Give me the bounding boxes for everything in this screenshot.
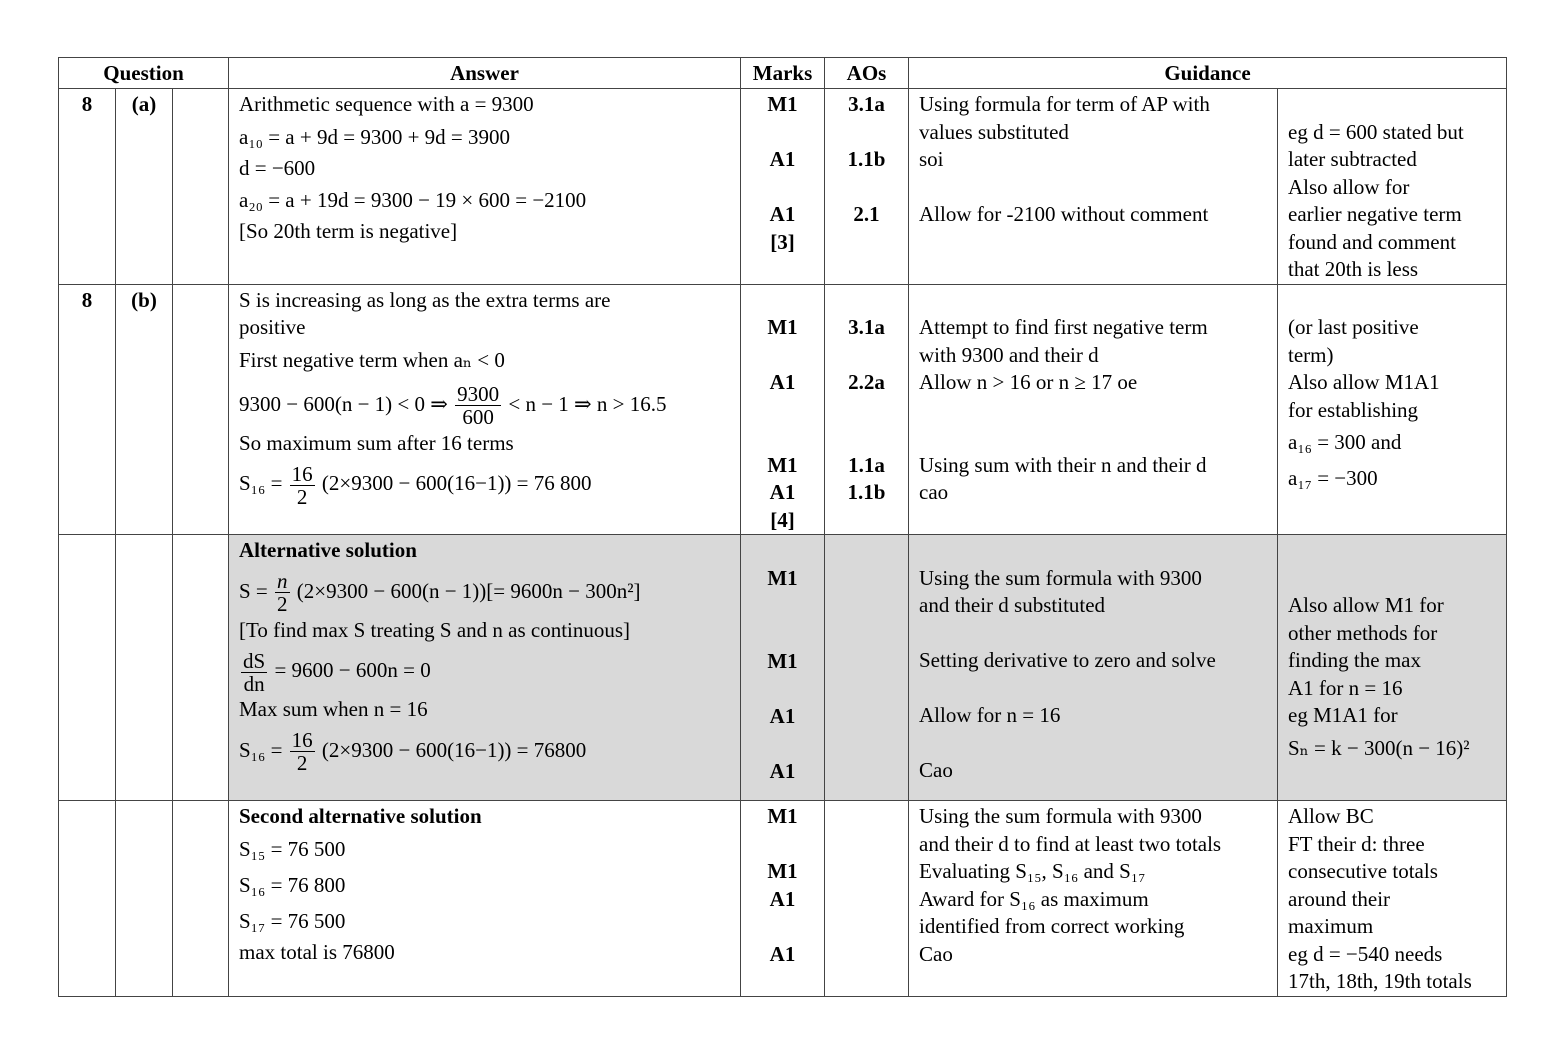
guidance-line: eg d = −540 needs <box>1288 941 1443 966</box>
fraction-numerator: 16 <box>291 728 313 753</box>
guidance-line: identified from correct working <box>919 914 1185 938</box>
fraction-numerator: dS <box>243 648 266 673</box>
answer-line: Arithmetic sequence with a = 9300 <box>239 92 534 116</box>
guidance-line: that 20th is less <box>1288 257 1419 281</box>
question-subpart <box>173 801 229 997</box>
fraction-numerator: n <box>277 569 288 594</box>
mark: M1 <box>767 315 798 339</box>
guidance-cell <box>909 89 1278 285</box>
marks-cell <box>741 535 825 801</box>
question-part-empty <box>116 535 173 801</box>
guidance-line: FT their d: three <box>1288 831 1425 856</box>
header-answer: Answer <box>229 58 741 89</box>
guidance-line: Setting derivative to zero and solve <box>919 648 1216 672</box>
mark: A1 <box>769 480 796 504</box>
alternative-heading: Second alternative solution <box>239 804 482 828</box>
mark-total: [4] <box>770 507 795 532</box>
mark: A1 <box>769 758 796 783</box>
question-number: 8 <box>59 89 116 285</box>
guidance-line: Cao <box>919 941 953 966</box>
sum-lhs: S₁₆ = <box>239 471 283 495</box>
answer-line: a₁₀ = a + 9d = 9300 + 9d = 3900 <box>239 124 511 149</box>
answer-cell <box>229 535 741 801</box>
mark: A1 <box>769 886 796 911</box>
guidance-line: Evaluating S₁₅, S₁₆ and S₁₇ <box>919 859 1146 883</box>
answer-line: a₂₀ = a + 19d = 9300 − 19 × 600 = −2100 <box>239 188 587 212</box>
guidance-line: consecutive totals <box>1288 859 1438 883</box>
aos-cell <box>825 89 909 285</box>
guidance-line: eg M1A1 for <box>1288 703 1398 727</box>
answer-line <box>239 378 730 430</box>
guidance-line: Using formula for term of AP with <box>919 92 1210 116</box>
fraction-denominator: 2 <box>277 592 288 617</box>
guidance-extra-cell <box>1278 801 1507 997</box>
guidance-line: Allow BC <box>1288 804 1374 828</box>
question-number-empty <box>59 535 116 801</box>
answer-line: d = −600 <box>239 155 316 180</box>
guidance-line: A1 for n = 16 <box>1288 675 1403 700</box>
question-part: (b) <box>116 284 173 535</box>
guidance-line: with 9300 and their d <box>919 342 1099 367</box>
guidance-line: values substituted <box>919 119 1069 144</box>
mark: A1 <box>769 202 796 226</box>
guidance-line: earlier negative term <box>1288 202 1462 226</box>
mark: A1 <box>769 941 796 966</box>
fraction <box>275 570 290 615</box>
mark: M1 <box>767 648 798 673</box>
question-number: 8 <box>59 284 116 535</box>
mark-scheme-sheet <box>58 57 1506 997</box>
row-second-alternative <box>59 801 1507 997</box>
ao: 2.1 <box>853 202 880 226</box>
header-guidance: Guidance <box>909 58 1507 89</box>
question-subpart <box>173 284 229 535</box>
guidance-extra-cell <box>1278 89 1507 285</box>
fraction-numerator: 16 <box>291 461 313 486</box>
marks-cell <box>741 89 825 285</box>
row-alternative-solution <box>59 535 1507 801</box>
question-part-empty <box>116 801 173 997</box>
fraction-denominator: 2 <box>296 751 308 776</box>
mark: A1 <box>769 703 796 728</box>
answer-line: max total is 76800 <box>239 939 395 964</box>
answer-line: So maximum sum after 16 terms <box>239 430 514 455</box>
guidance-line: Also allow for <box>1288 174 1410 199</box>
mark: M1 <box>767 92 798 116</box>
header-question: Question <box>59 58 229 89</box>
fraction-denominator: dn <box>243 671 265 696</box>
guidance-line: Allow for n = 16 <box>919 703 1061 727</box>
answer-line: S is increasing as long as the extra terms are <box>239 287 611 312</box>
derivative-rhs: = 9600 − 600n = 0 <box>274 658 431 682</box>
guidance-line: and their d to find at least two totals <box>919 831 1222 856</box>
mark-scheme-table <box>58 57 1507 997</box>
header-row <box>59 58 1507 89</box>
aos-cell <box>825 535 909 801</box>
fraction <box>455 383 501 428</box>
ao: 2.2a <box>848 370 885 394</box>
answer-line <box>239 457 730 509</box>
guidance-line: Using the sum formula with 9300 <box>919 565 1202 590</box>
answer-line: S₁₅ = 76 500 <box>239 836 346 861</box>
guidance-line: found and comment <box>1288 229 1456 254</box>
mark: A1 <box>769 370 796 394</box>
guidance-line: Also allow M1 for <box>1288 593 1444 617</box>
answer-line <box>239 565 730 617</box>
sum-lhs: S₁₆ = <box>239 737 283 762</box>
row-8b <box>59 284 1507 535</box>
answer-line <box>239 644 730 696</box>
question-part: (a) <box>116 89 173 285</box>
answer-line: positive <box>239 315 306 339</box>
header-marks: Marks <box>741 58 825 89</box>
guidance-line: maximum <box>1288 914 1374 938</box>
guidance-line: Using sum with their n and their d <box>919 452 1207 477</box>
alternative-heading: Alternative solution <box>239 538 417 562</box>
ao: 3.1a <box>848 92 885 116</box>
guidance-extra-cell <box>1278 284 1507 535</box>
answer-cell <box>229 801 741 997</box>
fraction-denominator: 2 <box>296 484 308 509</box>
ao: 1.1b <box>847 480 886 504</box>
ao: 1.1a <box>848 452 885 477</box>
mark: A1 <box>769 147 796 171</box>
mark: M1 <box>767 804 798 828</box>
row-8a <box>59 89 1507 285</box>
fraction-denominator: 600 <box>462 405 494 430</box>
guidance-cell <box>909 284 1278 535</box>
aos-cell <box>825 284 909 535</box>
guidance-line: cao <box>919 480 949 504</box>
sum-lhs: S = <box>239 578 268 603</box>
inequality-left: 9300 − 600(n − 1) < 0 ⇒ <box>239 391 448 416</box>
guidance-line: later subtracted <box>1288 147 1417 171</box>
marks-cell <box>741 801 825 997</box>
guidance-line: a₁₇ = −300 <box>1288 466 1378 490</box>
sum-rhs: (2×9300 − 600(16−1)) = 76 800 <box>321 471 592 495</box>
guidance-line: Allow for -2100 without comment <box>919 202 1209 226</box>
guidance-line: for establishing <box>1288 397 1419 422</box>
guidance-line: (or last positive <box>1288 315 1419 339</box>
guidance-line: finding the max <box>1288 648 1421 672</box>
guidance-line: term) <box>1288 342 1334 367</box>
guidance-line: other methods for <box>1288 620 1438 645</box>
answer-cell <box>229 284 741 535</box>
mark: M1 <box>767 565 798 590</box>
answer-line: [To find max S treating S and n as continuous] <box>239 617 631 642</box>
mark: M1 <box>767 859 798 883</box>
question-number-empty <box>59 801 116 997</box>
fraction <box>290 729 315 774</box>
answer-cell <box>229 89 741 285</box>
answer-line: S₁₇ = 76 500 <box>239 908 346 933</box>
guidance-line: around their <box>1288 886 1391 911</box>
guidance-line: Award for S₁₆ as maximum <box>919 886 1149 911</box>
header-aos: AOs <box>825 58 909 89</box>
marks-cell <box>741 284 825 535</box>
answer-line: First negative term when aₙ < 0 <box>239 347 505 372</box>
sum-rhs: (2×9300 − 600(16−1)) = 76800 <box>321 737 587 762</box>
guidance-cell <box>909 801 1278 997</box>
aos-cell <box>825 801 909 997</box>
guidance-line: a₁₆ = 300 and <box>1288 430 1402 454</box>
guidance-extra-cell <box>1278 535 1507 801</box>
guidance-line: Attempt to find first negative term <box>919 315 1208 339</box>
answer-line: [So 20th term is negative] <box>239 219 458 243</box>
question-subpart <box>173 89 229 285</box>
fraction <box>290 463 315 508</box>
guidance-cell <box>909 535 1278 801</box>
guidance-line: soi <box>919 147 944 171</box>
fraction-numerator: 9300 <box>457 382 500 407</box>
guidance-line: 17th, 18th, 19th totals <box>1288 969 1472 993</box>
guidance-line: Sₙ = k − 300(n − 16)² <box>1288 735 1470 760</box>
sum-rhs: (2×9300 − 600(n − 1))[= 9600n − 300n²] <box>296 578 641 603</box>
guidance-line: and their d substituted <box>919 593 1106 617</box>
answer-line: S₁₆ = 76 800 <box>239 872 346 897</box>
mark-total: [3] <box>770 229 795 254</box>
inequality-right: < n − 1 ⇒ n > 16.5 <box>508 391 667 416</box>
guidance-line: Using the sum formula with 9300 <box>919 804 1202 828</box>
ao: 1.1b <box>847 147 886 171</box>
answer-line: Max sum when n = 16 <box>239 697 428 721</box>
answer-line <box>239 724 730 776</box>
ao: 3.1a <box>848 315 885 339</box>
guidance-line: Also allow M1A1 <box>1288 370 1440 394</box>
guidance-line: Allow n > 16 or n ≥ 17 oe <box>919 370 1138 394</box>
mark: M1 <box>767 452 798 477</box>
guidance-line: eg d = 600 stated but <box>1288 119 1464 144</box>
guidance-line: Cao <box>919 758 953 782</box>
fraction <box>241 650 267 695</box>
question-subpart <box>173 535 229 801</box>
